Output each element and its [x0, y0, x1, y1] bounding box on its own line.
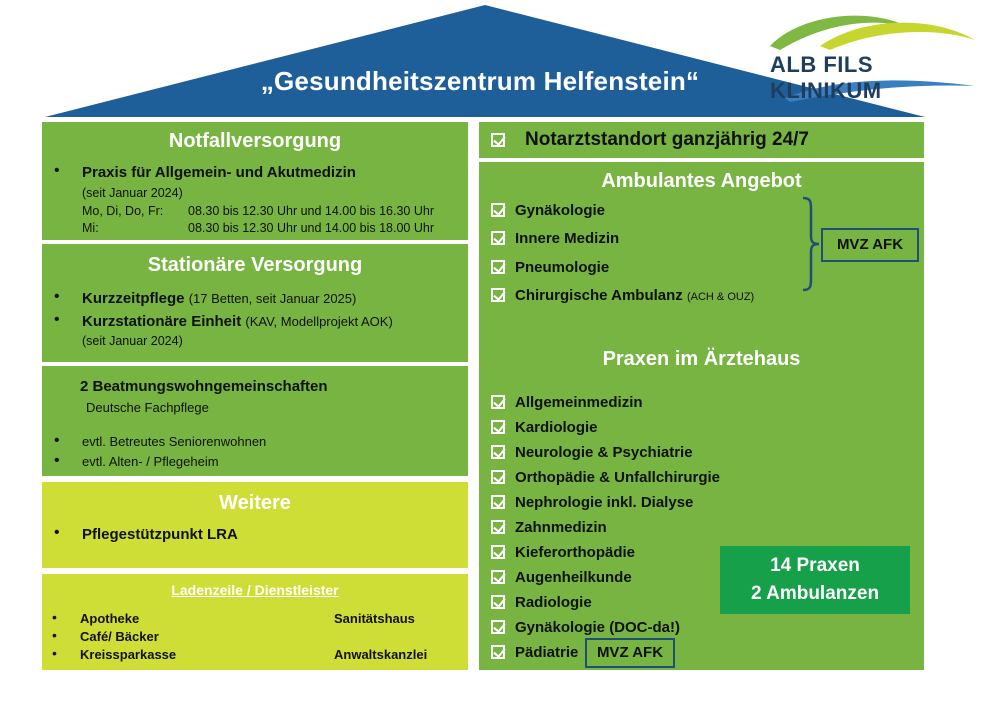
checkbox-icon: [491, 470, 505, 484]
stationaer-item-2-note: (KAV, Modellprojekt AOK): [245, 314, 393, 329]
checkbox-icon: [491, 203, 505, 217]
ambulant-item-1: Gynäkologie: [515, 202, 606, 219]
checkbox-icon: [491, 570, 505, 584]
checkbox-icon: [491, 288, 505, 302]
checkbox-icon: [491, 260, 505, 274]
praxen-item-10: Gynäkologie (DOC-da!): [515, 619, 681, 636]
stationaer-item-1-bold: Kurzzeitpflege: [82, 290, 185, 307]
laden-title: Ladenzeile / Dienstleister: [171, 582, 339, 598]
bullet-icon: •: [52, 645, 57, 661]
summary-line-2: 2 Ambulanzen: [750, 583, 880, 604]
checkbox-icon: [491, 495, 505, 509]
stationaer-panel: [42, 244, 468, 362]
praxen-item-11: Pädiatrie: [515, 644, 579, 661]
checkbox-icon: [491, 595, 505, 609]
notfall-panel: [42, 122, 468, 240]
notfall-item: Praxis für Allgemein- und Akutmedizin: [82, 164, 356, 181]
laden-right-1: Sanitätshaus: [334, 611, 415, 626]
stationaer-item-1-note: (17 Betten, seit Januar 2025): [188, 291, 357, 306]
ambulant-panel: [479, 162, 924, 670]
hours-days-1: Mo, Di, Do, Fr:: [82, 204, 164, 218]
bullet-icon: •: [54, 432, 60, 449]
summary-badge: [720, 546, 910, 614]
beatmung-subtitle: Deutsche Fachpflege: [86, 400, 209, 415]
bullet-icon: •: [54, 452, 60, 469]
bullet-icon: •: [52, 627, 57, 643]
praxen-item-1: Allgemeinmedizin: [515, 394, 643, 411]
stationaer-title: Stationäre Versorgung: [147, 254, 363, 276]
bullet-icon: •: [54, 162, 60, 179]
ambulant-item-3: Pneumologie: [515, 259, 610, 276]
weitere-item: Pflegestützpunkt LRA: [82, 526, 238, 543]
laden-panel: [42, 574, 468, 670]
notfall-title: Notfallversorgung: [168, 130, 342, 152]
ambulant-item-4: [515, 287, 754, 304]
ambulant-item-4-note: (ACH & OUZ): [686, 291, 755, 303]
checkbox-icon: [491, 420, 505, 434]
beatmung-item-1: evtl. Betreutes Seniorenwohnen: [82, 434, 267, 449]
ambulant-item-2: Innere Medizin: [515, 230, 620, 247]
notfall-since: (seit Januar 2024): [82, 186, 183, 200]
praxen-title: Praxen im Ärztehaus: [602, 348, 801, 370]
laden-left-2: Café/ Bäcker: [80, 629, 159, 644]
laden-left-1: Apotheke: [80, 611, 140, 626]
mvz-badge-paediatrie: MVZ AFK: [585, 638, 675, 668]
praxen-item-5: Nephrologie inkl. Dialyse: [515, 494, 694, 511]
mvz-badge: MVZ AFK: [821, 228, 919, 262]
bullet-icon: •: [54, 288, 60, 305]
stationaer-item-2-bold: Kurzstationäre Einheit: [82, 313, 242, 330]
ambulant-item-4-label: Chirurgische Ambulanz: [515, 287, 683, 304]
praxen-item-2: Kardiologie: [515, 419, 598, 436]
praxen-item-3: Neurologie & Psychiatrie: [515, 444, 693, 461]
stationaer-item-2: [82, 313, 393, 330]
bullet-icon: •: [52, 609, 57, 625]
bullet-icon: •: [54, 524, 60, 541]
ambulant-title: Ambulantes Angebot: [601, 170, 802, 192]
notarzt-label: Notarztstandort ganzjährig 24/7: [525, 129, 809, 150]
checkbox-icon: [491, 520, 505, 534]
laden-left-3: Kreissparkasse: [80, 647, 177, 662]
summary-line-1: 14 Praxen: [770, 555, 860, 576]
praxen-item-9: Radiologie: [515, 594, 592, 611]
beatmung-item-2: evtl. Alten- / Pflegeheim: [82, 454, 219, 469]
checkbox-icon: [491, 545, 505, 559]
weitere-panel: [42, 482, 468, 568]
praxen-item-8: Augenheilkunde: [515, 569, 632, 586]
hours-time-2: 08.30 bis 12.30 Uhr und 14.00 bis 18.00 Uhr: [188, 221, 435, 235]
stationaer-item-1: [82, 290, 356, 307]
stationaer-since: (seit Januar 2024): [82, 334, 183, 348]
laden-right-2: Anwaltskanzlei: [334, 647, 428, 662]
hours-time-1: 08.30 bis 12.30 Uhr und 14.00 bis 16.30 Uhr: [188, 204, 435, 218]
hours-days-2: Mi:: [82, 221, 99, 235]
checkbox-icon: [491, 395, 505, 409]
beatmung-title: 2 Beatmungswohngemeinschaften: [80, 378, 328, 395]
page-title: „Gesundheitszentrum Helfenstein“: [260, 66, 700, 96]
checkbox-icon: [491, 620, 505, 634]
logo-text: ALB FILS KLINIKUM: [770, 52, 882, 103]
weitere-title: Weitere: [219, 492, 291, 514]
bullet-icon: •: [54, 311, 60, 328]
praxen-item-6: Zahnmedizin: [515, 519, 607, 536]
brace-icon: [801, 196, 821, 292]
checkbox-icon: [491, 133, 505, 147]
checkbox-icon: [491, 645, 505, 659]
notarzt-panel: [479, 122, 924, 158]
checkbox-icon: [491, 231, 505, 245]
praxen-item-4: Orthopädie & Unfallchirurgie: [515, 469, 721, 486]
praxen-item-7: Kieferorthopädie: [515, 544, 636, 561]
checkbox-icon: [491, 445, 505, 459]
beatmung-panel: [42, 366, 468, 476]
